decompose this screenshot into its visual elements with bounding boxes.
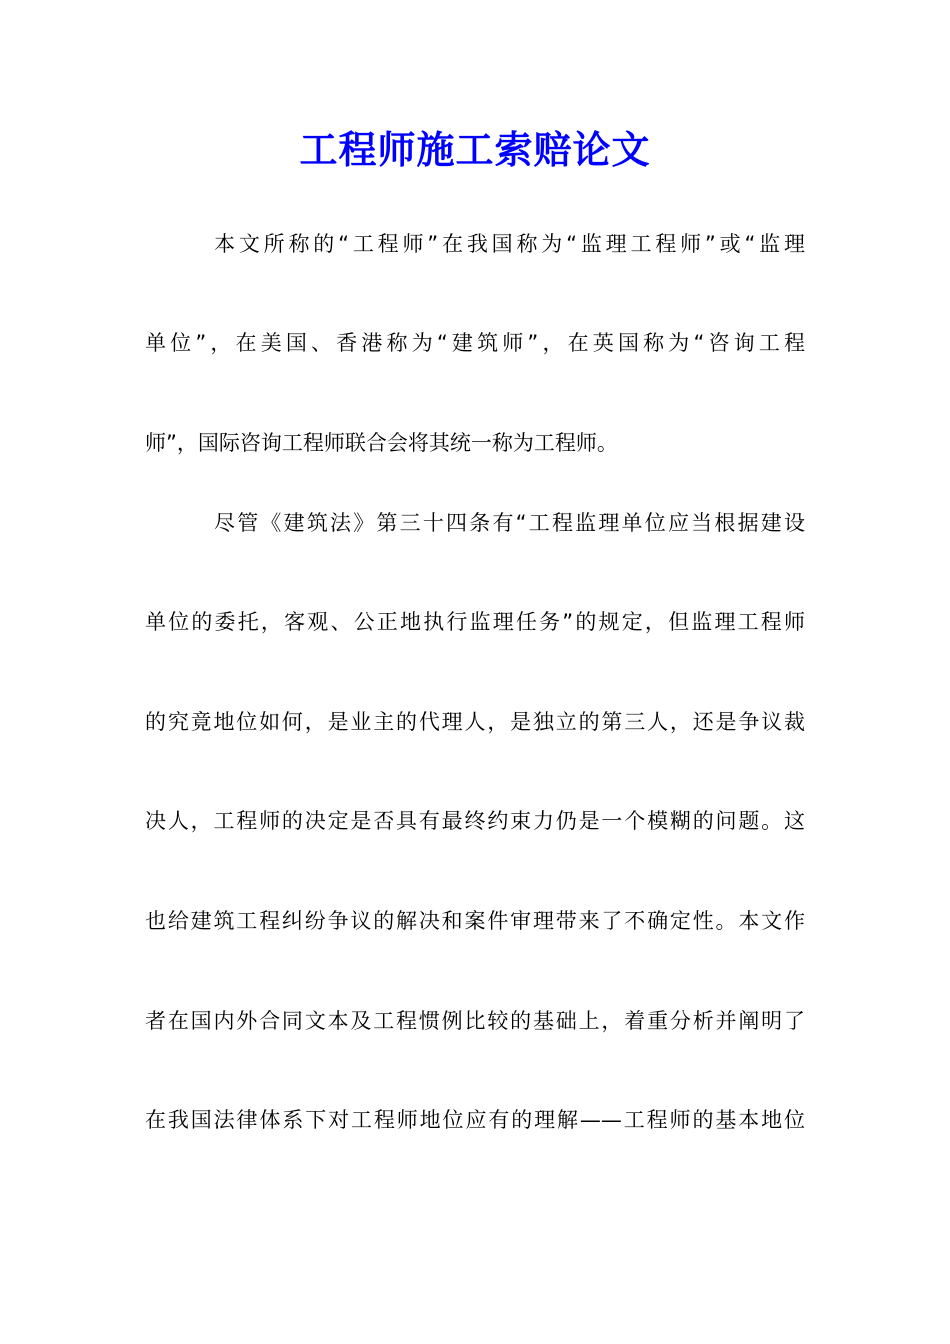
paragraph-2-line-5: 也给建筑工程纠纷争议的解决和案件审理带来了不确定性。本文作: [145, 909, 805, 933]
paragraph-2-line-7: 在我国法律体系下对工程师地位应有的理解——工程师的基本地位: [145, 1108, 805, 1132]
paragraph-1-line-3: 师”，国际咨询工程师联合会将其统一称为工程师。: [145, 431, 618, 455]
paragraph-2-line-6: 者在国内外合同文本及工程惯例比较的基础上，着重分析并阐明了: [145, 1009, 805, 1033]
paragraph-2-line-4: 决人，工程师的决定是否具有最终约束力仍是一个模糊的问题。这: [145, 809, 805, 833]
paragraph-2-line-1: 尽管《建筑法》第三十四条有“工程监理单位应当根据建设: [214, 511, 805, 535]
paragraph-2-line-2: 单位的委托，客观、公正地执行监理任务”的规定，但监理工程师: [145, 610, 805, 634]
paragraph-1-line-2: 单位”，在美国、香港称为“建筑师”，在英国称为“咨询工程: [145, 331, 805, 355]
document-title: 工程师施工索赔论文: [299, 127, 651, 172]
paragraph-1-line-1: 本文所称的“工程师”在我国称为“监理工程师”或“监理: [214, 232, 805, 256]
paragraph-2-line-3: 的究竟地位如何，是业主的代理人，是独立的第三人，还是争议裁: [145, 710, 805, 734]
